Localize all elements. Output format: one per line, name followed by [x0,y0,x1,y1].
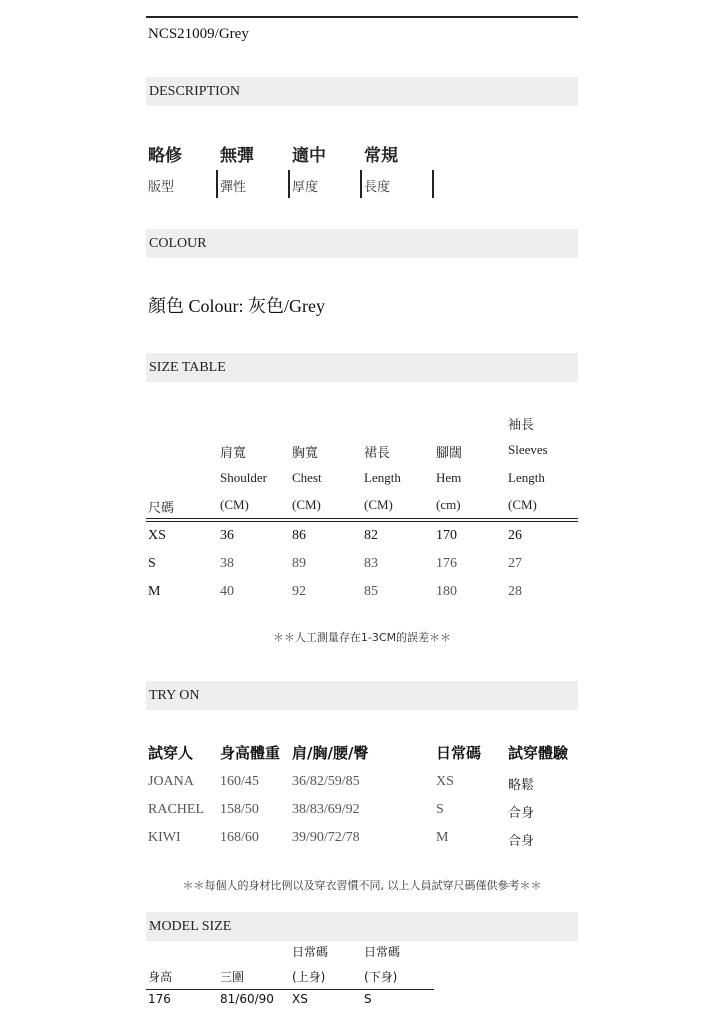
try-on-header: 日常碼 [436,744,482,762]
size-cell: 83 [364,556,378,571]
model-size-value: 81/60/90 [220,992,274,1006]
try-on-cell: 160/45 [220,774,259,789]
try-on-cell: JOANA [148,774,194,789]
try-on-header: 身高體重 [220,744,281,762]
fit-divider [288,170,290,198]
size-column-header: 袖長 [508,418,535,433]
try-on-cell: S [436,802,444,817]
size-column-header: 裙長 [364,446,391,461]
size-column-header: 肩寬 [220,446,247,461]
fit-divider [432,170,434,198]
colour-heading: COLOUR [149,236,207,251]
try-on-cell: 合身 [508,834,535,849]
model-size-value: 176 [148,992,171,1006]
model-size-header: (上身) [292,970,326,984]
size-column-header: 胸寬 [292,446,319,461]
model-size-header: 三圍 [220,970,245,984]
try-on-header: 試穿體驗 [508,744,569,762]
try-on-note: ＊＊每個人的身材比例以及穿衣習慣不同, 以上人員試穿尺碼僅供參考＊＊ [182,879,542,892]
size-cell: 27 [508,556,522,571]
try-on-cell: 36/82/59/85 [292,774,360,789]
size-cell: 26 [508,528,522,543]
size-cell: 92 [292,584,306,599]
size-cell: 82 [364,528,378,543]
size-column-header: (CM) [364,497,393,512]
size-table-note: ＊＊人工測量存在1-3CM的誤差＊＊ [272,631,452,644]
fit-value: 略修 [148,146,182,166]
description-heading: DESCRIPTION [149,84,241,99]
model-size-value: S [364,992,372,1006]
try-on-cell: 38/83/69/92 [292,802,360,817]
size-row-label: XS [148,528,166,543]
size-column-header: Length [508,470,545,485]
fit-value: 常規 [364,146,398,166]
try-on-cell: XS [436,774,454,789]
size-cell: 89 [292,556,306,571]
fit-divider [216,170,218,198]
fit-value: 適中 [292,146,326,166]
size-column-header: (cm) [436,497,461,512]
try-on-cell: 39/90/72/78 [292,830,360,845]
size-column-header: 腳闊 [436,446,463,461]
fit-label: 版型 [148,180,175,195]
colour-text: 顏色 Colour: 灰色/Grey [148,296,325,316]
try-on-cell: 168/60 [220,830,259,845]
model-size-underline [146,989,434,990]
size-table-band [146,353,578,382]
size-table-heading: SIZE TABLE [149,360,226,375]
try-on-cell: 合身 [508,806,535,821]
size-cell: 180 [436,584,457,599]
model-size-value: XS [292,992,308,1006]
try-on-cell: M [436,830,449,845]
model-size-heading: MODEL SIZE [149,919,232,934]
fit-value: 無彈 [220,146,254,166]
model-size-header: 日常碼 [292,945,329,959]
try-on-cell: KIWI [148,830,181,845]
try-on-heading: TRY ON [149,688,200,703]
model-size-band [146,912,578,941]
description-band [146,77,578,106]
fit-label: 彈性 [220,180,247,195]
fit-label: 長度 [364,180,391,195]
try-on-header: 試穿人 [148,744,194,762]
size-column-header: Length [364,470,401,485]
size-column-header: (CM) [220,497,249,512]
size-cell: 176 [436,556,457,571]
size-cell: 38 [220,556,234,571]
size-column-header: (CM) [508,497,537,512]
product-code: NCS21009/Grey [148,26,249,42]
size-cell: 85 [364,584,378,599]
model-size-header: 身高 [148,970,173,984]
try-on-cell: 158/50 [220,802,259,817]
size-column-header: Sleeves [508,442,548,457]
size-column-header: (CM) [292,497,321,512]
size-cell: 40 [220,584,234,599]
size-row-label: M [148,584,161,599]
size-header: 尺碼 [148,501,175,516]
try-on-cell: 略鬆 [508,778,535,793]
try-on-cell: RACHEL [148,802,204,817]
fit-label: 厚度 [292,180,319,195]
top-rule [146,16,578,18]
try-on-band [146,681,578,710]
size-cell: 170 [436,528,457,543]
colour-band [146,229,578,258]
size-column-header: Hem [436,470,462,485]
model-size-header: (下身) [364,970,398,984]
size-column-header: Shoulder [220,470,267,485]
size-table-divider [146,518,578,522]
size-cell: 36 [220,528,234,543]
size-cell: 86 [292,528,306,543]
size-cell: 28 [508,584,522,599]
size-column-header: Chest [292,470,322,485]
size-row-label: S [148,556,156,571]
try-on-header: 肩/胸/腰/臀 [292,744,369,762]
fit-divider [360,170,362,198]
model-size-header: 日常碼 [364,945,401,959]
